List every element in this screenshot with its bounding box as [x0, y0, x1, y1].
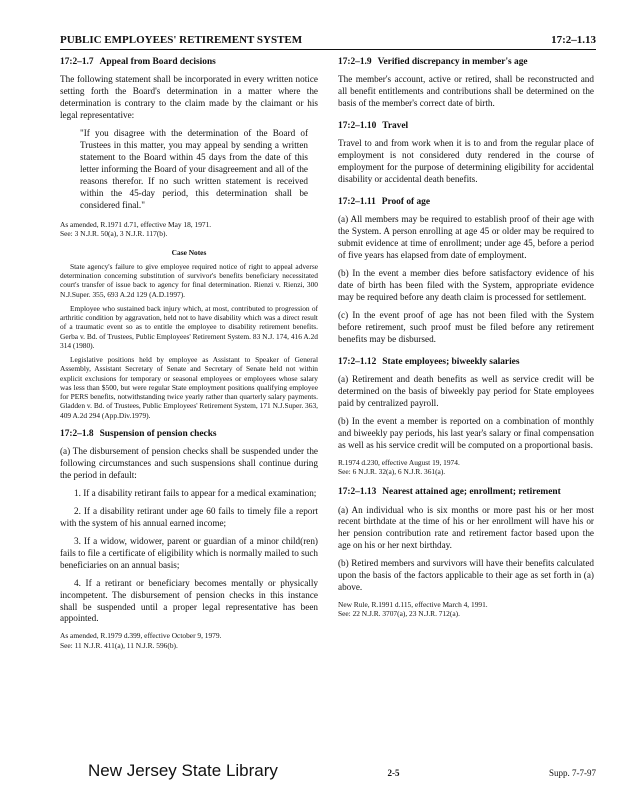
source-line: See: 6 N.J.R. 32(a), 6 N.J.R. 361(a). [338, 467, 446, 477]
paragraph: Travel to and from work when it is to and from the regular place of employment is not considered duty rendered in the course of employment for the purpose of determining eligibility for accidental disability or accidental death benefits. [338, 138, 594, 185]
source-line: New Rule, R.1991 d.115, effective March 4, 1991. [338, 600, 488, 610]
source-note [60, 631, 318, 650]
section-number: 17:2–1.13 [338, 487, 377, 498]
section-number: 17:2–1.10 [338, 121, 377, 132]
section-number: 17:2–1.11 [338, 197, 376, 208]
section-heading [60, 56, 318, 68]
left-column [60, 56, 318, 660]
header-title: PUBLIC EMPLOYEES' RETIREMENT SYSTEM [60, 34, 303, 46]
section-number: 17:2–1.9 [338, 57, 372, 67]
section-heading [338, 486, 594, 498]
paragraph: (c) In the event proof of age has not been filed with the System before retirement, such proof must be filed before any retirement benefits may be disbursed. [338, 310, 594, 344]
running-header [60, 34, 596, 50]
case-notes-heading: Case Notes [171, 248, 207, 258]
supplement-date: Supp. 7-7-97 [549, 768, 596, 778]
section-title: Nearest attained age; enrollment; retirement [382, 487, 561, 498]
section-heading [338, 356, 594, 368]
paragraph: (b) In the event a member is reported on a combination of monthly and biweekly pay periods, his last year's salary or final compensation as well as his service credit will be computed on a proportional basis. [338, 415, 594, 450]
section-title: State employees; biweekly salaries [382, 356, 520, 367]
page-footer [60, 761, 596, 781]
section-number: 17:2–1.12 [338, 356, 377, 367]
section-heading [338, 196, 594, 208]
paragraph: (a) An individual who is six months or more past his or her most recent birthdate at the time of his or her enrollment will have his or her pension contribution rate and retirement factor based upon the age on his or her next birthday. [338, 504, 594, 551]
case-note: State agency's failure to give employee required notice of right to appeal adverse determination concerning substitution of survivor's benefits beneficiary necessitated court's transfer of issue back to agency for final determination. Rienzi v. Rienzi, 300 N.J.Super. 355, 693 A.2d 129 (A.D.1997). [60, 261, 318, 299]
section-heading [338, 56, 594, 68]
section-number: 17:2–1.7 [60, 57, 94, 67]
case-note: Employee who sustained back injury which, at most, contributed to progression of arthritic condition by aggravation, held not to have disability which was a direct result of a traumatic event so as to entitle the employee to disability retirement benefits. Gerba v. Bd. of Trustees, Public Employees' Retirement System. 83 N.J. 174, 416 A.2d 314 (1980). [60, 303, 318, 350]
section-heading [338, 120, 594, 132]
list-item: 2. If a disability retirant under age 60 fails to timely file a report with the system of his annual earned income; [60, 505, 318, 528]
source-line: See: 22 N.J.R. 3707(a), 23 N.J.R. 712(a). [338, 609, 460, 619]
list-item: 1. If a disability retirant fails to appear for a medical examination; [74, 487, 317, 498]
paragraph: The member's account, active or retired, shall be reconstructed and all benefit entitlements and contributions shall be determined on the basis of the member's correct date of birth. [338, 74, 594, 109]
source-note [338, 600, 594, 619]
list-item: 3. If a widow, widower, parent or guardian of a minor child(ren) fails to file a certificate of eligibility which is normally mailed to such beneficiaries on an annual basis; [60, 535, 318, 570]
source-line: As amended, R.1979 d.399, effective October 9, 1979. [60, 631, 222, 641]
source-note [338, 458, 594, 477]
section-number: 17:2–1.8 [60, 428, 94, 439]
section-title: Suspension of pension checks [99, 428, 217, 439]
source-line: R.1974 d.230, effective August 19, 1974. [338, 457, 460, 467]
source-note [60, 220, 318, 239]
header-section-range: 17:2–1.13 [551, 34, 596, 46]
library-name: New Jersey State Library [88, 761, 278, 780]
section-title: Appeal from Board decisions [99, 57, 216, 67]
section-title: Verified discrepancy in member's age [377, 57, 528, 67]
case-note: Legislative positions held by employee as Assistant to Speaker of General Assembly, Assistant Secretary of Senate and Secretary of Senate held not within explicit exclusions for temporary or seasonal employees or employees whose salary was less than $500, but were regular State employment positions qualifying employee for PERS benefits, notwithstanding twice yearly rather than quarterly salary payments. Gladden v. Bd. of Trustees, Public Employees' Retirement System, 171 N.J.Super. 363, 409 A.2d 294 (App.Div.1979). [60, 355, 318, 420]
source-line: As amended, R.1971 d.71, effective May 18, 1971. [60, 219, 212, 229]
section-heading [60, 428, 318, 440]
source-line: See: 11 N.J.R. 411(a), 11 N.J.R. 596(b). [60, 640, 178, 650]
paragraph: (b) In the event a member dies before satisfactory evidence of his date of birth has been filed with the System, appropriate evidence may be required before any death claim is processed for settlement. [338, 268, 594, 303]
paragraph: (a) All members may be required to establish proof of their age with the System. A person enrolling at age 45 or older may be required to submit evidence at time of enrollment; under age 45, before a period of five years has elapsed from date of employment. [338, 214, 594, 261]
paragraph: (b) Retired members and survivors will have their benefits calculated upon the basis of the factors applicable to their age as set forth in (a) above. [338, 558, 594, 593]
section-title: Proof of age [381, 197, 431, 208]
paragraph: The following statement shall be incorporated in every written notice setting forth the Board's determination in a matter where the determination is contrary to the claim made by the claimant or his legal representative: [60, 74, 318, 121]
paragraph: (a) The disbursement of pension checks shall be suspended under the following circumstances and such suspensions shall continue during the period in default: [60, 446, 318, 480]
page-number: 2-5 [387, 768, 400, 778]
right-column [338, 56, 594, 629]
block-quote: "If you disagree with the determination of the Board of Trustees in this matter, you may appeal by sending a written statement to the Board within 45 days from the date of this letter informing the Board of your disagreement and all of the reasons therefor. If no such written statement is received within the 45-day period, this determination shall be considered final." [80, 128, 308, 210]
source-line: See: 3 N.J.R. 50(a), 3 N.J.R. 117(b). [60, 228, 168, 238]
section-title: Travel [382, 121, 409, 132]
list-item: 4. If a retirant or beneficiary becomes mentally or physically incompetent. The disbursement of pension checks in this instance shall be suspended until a proper legal representative has been appointed. [60, 577, 318, 624]
paragraph: (a) Retirement and death benefits as well as service credit will be determined on the basis of biweekly pay period for State employees paid by centralized payroll. [338, 374, 594, 408]
